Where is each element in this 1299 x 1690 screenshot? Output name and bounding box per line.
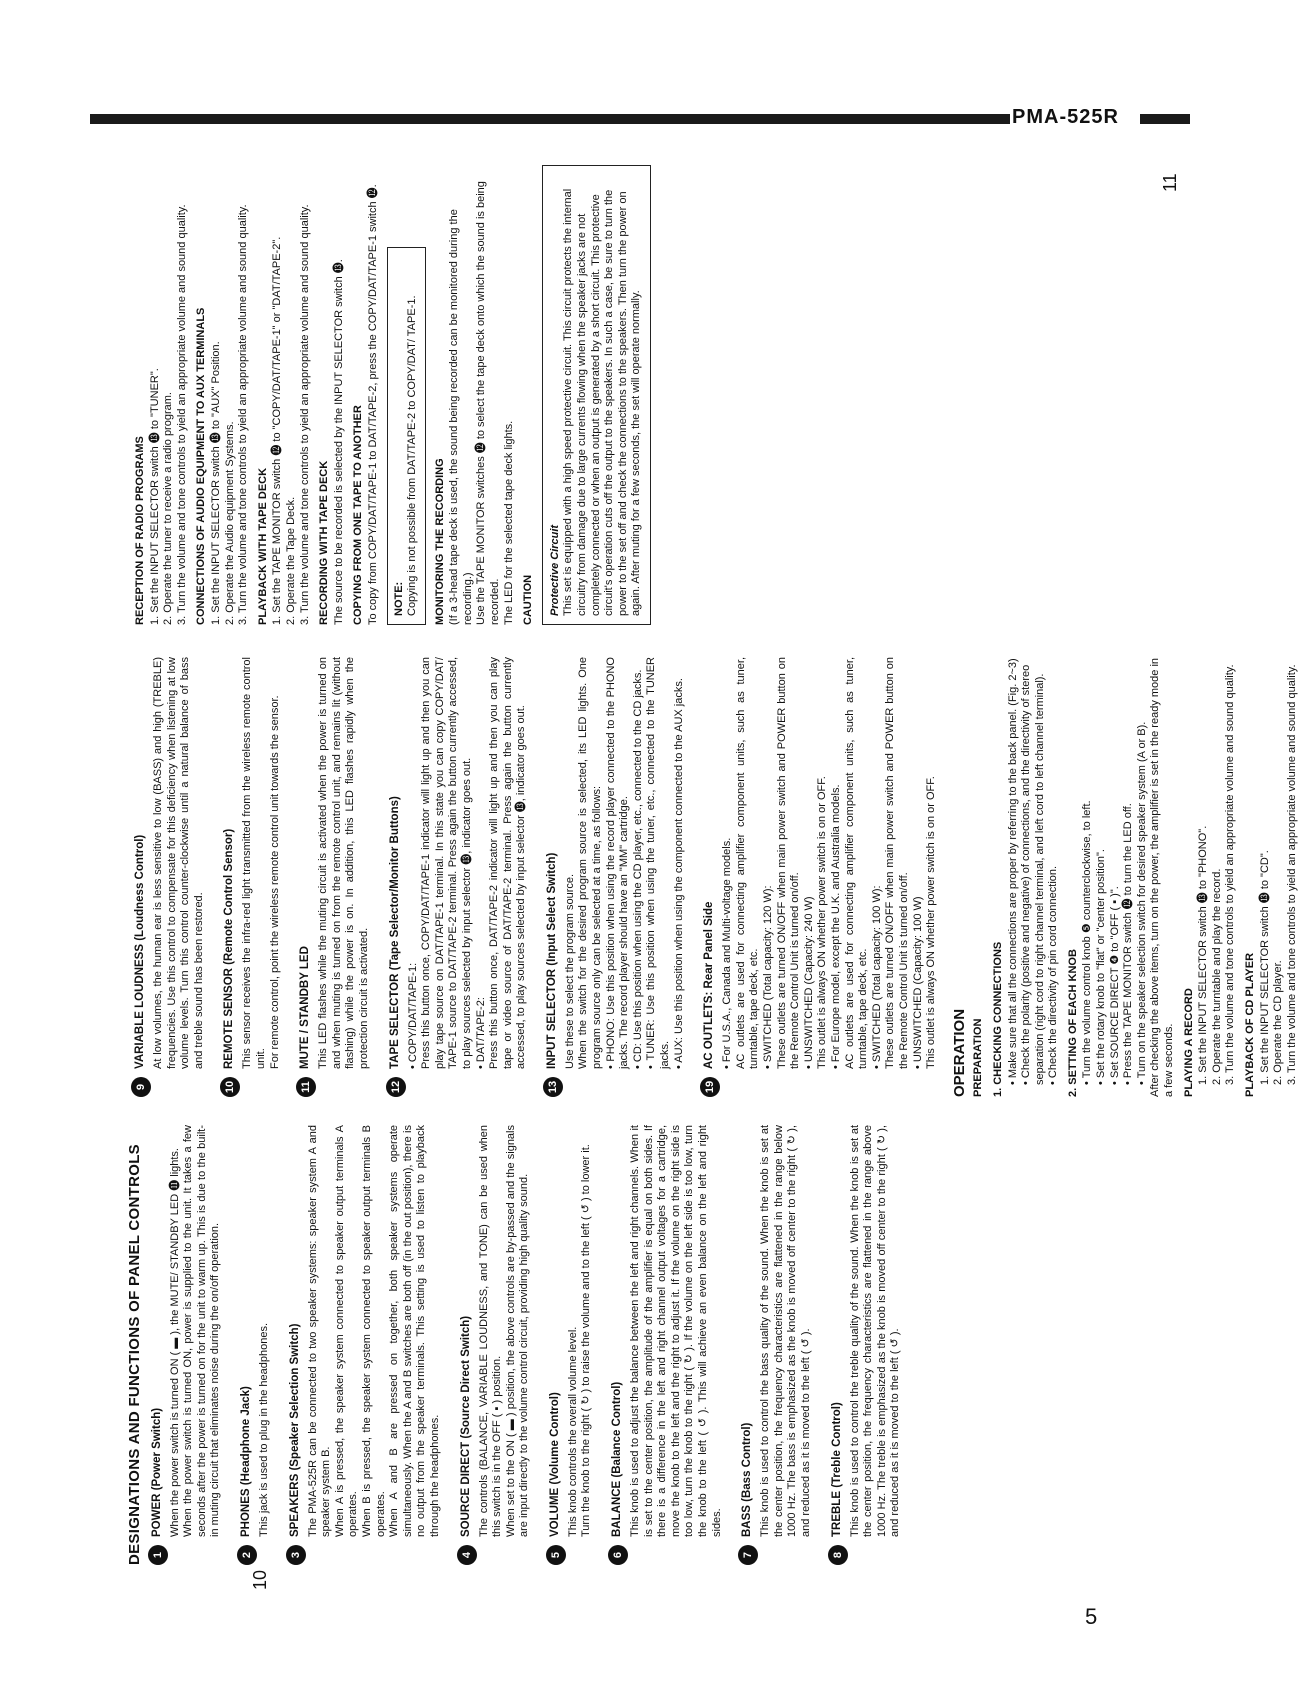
section-heading xyxy=(608,1125,628,1565)
section-paragraph: • For U.S.A., Canada and Multi-voltage models. xyxy=(721,837,734,1069)
section-title: REMOTE SENSOR (Remote Control Sensor) xyxy=(223,828,236,1069)
section-number-badge: 11 xyxy=(296,1077,316,1097)
checking-item: • Make sure that all the connections are proper by referring to the back panel. (Fig. 2~3) xyxy=(1006,658,1019,1085)
section-number-badge: 12 xyxy=(386,1077,406,1097)
section-body xyxy=(478,1125,532,1537)
section-title: PHONES (Headphone Jack) xyxy=(240,1386,253,1537)
procedure-item: 3. Turn the volume and tone controls to yield an appropriate volume and sound quality. xyxy=(175,204,188,625)
section-number-badge: 8 xyxy=(828,1545,848,1565)
section-title: MUTE / STANDBY LED xyxy=(299,946,312,1069)
control-section xyxy=(296,657,371,1097)
section-paragraph: AC outlets are used for connecting amplifier component units, such as tuner, turntable, tape deck, etc. xyxy=(843,657,870,1069)
procedure-item: 1. Set the TAPE MONITOR switch ⓬ to "COPY/DAT/TAPE-1" or "DAT/TAPE-2". xyxy=(271,236,284,625)
preparation-heading: PREPARATION xyxy=(972,1018,985,1097)
control-section xyxy=(738,1125,813,1565)
section-paragraph: Use these to select the program source. xyxy=(563,873,576,1069)
control-section xyxy=(386,657,529,1097)
header-rule-end xyxy=(1140,114,1190,124)
section-heading xyxy=(386,657,406,1097)
section-paragraph: This knob is used to control the treble quality of the sound. When the knob is set at the center position, the frequency characteristics are flattened in the range above 1000 Hz. The treble is emphasized as the knob is moved off center to the right ( ↻ ), and reduced as it is moved to the left ( ↺ ). xyxy=(848,1125,902,1537)
procedure-item: The source to be recorded is selected by the INPUT SELECTOR switch ⓭. xyxy=(332,259,345,625)
section-paragraph: At low volumes, the human ear is less sensitive to low (BASS) and high (TREBLE) frequencies. Use this control to compensate for this deficiency when listening at low volume levels. Turn this control counter-clockwise until a natural balance of bass and treble sound has been restored. xyxy=(152,657,205,1069)
section-heading xyxy=(457,1125,477,1565)
caution-heading: CAUTION xyxy=(522,574,535,625)
section-body xyxy=(258,1125,272,1537)
procedure-item: 1. Set the INPUT SELECTOR switch ⓭ to "AUX" Position. xyxy=(209,341,222,625)
playing-heading: PLAYING A RECORD xyxy=(1182,988,1195,1097)
section-paragraph: This LED flashes while the muting circuit is activated when the power is turned on and when muting is turned on from the remote control unit, and remains lit (without flashing) while the power is on. In addition, this LED flashes rapidly when the protection circuit is activated. xyxy=(317,657,370,1069)
playing-item: 1. Set the INPUT SELECTOR switch ⓭ to "PHONO". xyxy=(1197,825,1210,1085)
section-paragraph: When A is pressed, the speaker system connected to speaker output terminals A operates. xyxy=(333,1125,360,1537)
section-title: VOLUME (Volume Control) xyxy=(549,1392,562,1537)
control-section xyxy=(543,657,686,1097)
note-title: NOTE: xyxy=(392,581,405,616)
section-paragraph: • UNSWITCHED (Capacity: 240 W) xyxy=(802,896,815,1069)
monitor-heading: MONITORING THE RECORDING xyxy=(433,458,446,625)
column-2 xyxy=(128,657,1299,1097)
section-paragraph: This knob is used to control the bass quality of the sound. When the knob is set at the center position, the frequency characteristics are flattened in the range below 1000 Hz. The bass is emphasized as the knob is moved off center to the right ( ↻ ), and reduced as it is moved to the left ( ↺ ). xyxy=(759,1125,812,1537)
setting-item: • Set the rotary knob to "flat" or "center position". xyxy=(1095,849,1108,1085)
section-body xyxy=(169,1125,223,1537)
section-heading xyxy=(296,657,316,1097)
section-heading xyxy=(148,1125,168,1565)
section-paragraph: • CD: Use this position when using the CD player, etc., connected to the CD jacks. xyxy=(631,669,644,1069)
section-title: TREBLE (Treble Control) xyxy=(830,1402,843,1537)
section-heading xyxy=(220,657,240,1097)
section-number-badge: 2 xyxy=(237,1545,257,1565)
section-paragraph: • PHONO: Use this position when using the record player connected to the PHONO jacks. The record player should have an "MM" cartridge. xyxy=(604,657,631,1069)
section-title: BASS (Bass Control) xyxy=(741,1422,754,1537)
section-heading xyxy=(543,657,563,1097)
section-paragraph: This knob is used to adjust the balance between the left and right channels. When it is set to the center position, the amplitude of the amplifier is equal on both sides. If there is a difference in the left and right channel output voltages for a cartridge, move the knob to the left and the right to adjust it. If the volume on the right side is too low, turn the knob to the right ( ↻ ). If the volume on the left side is too low, turn the knob to the left ( ↺ ). This will achieve an even balance on the left and right sides. xyxy=(629,1125,723,1537)
section-paragraph: The controls (BALANCE, VARIABLE LOUDNESS, and TONE) can be used when this switch is in the OFF ( ▪ ) position. xyxy=(477,1125,504,1537)
section-number-badge: 3 xyxy=(286,1545,306,1565)
section-heading xyxy=(546,1125,566,1565)
section-number-badge: 13 xyxy=(543,1077,563,1097)
rotated-document xyxy=(126,165,1298,1565)
section-paragraph: When A and B are pressed on together, both speaker systems operate simultaneously. When the A and B switches are both off (in the out position), there is no output from the speaker terminals. This setting is used to listen to playback through the headphones. xyxy=(388,1125,441,1537)
section-paragraph: • SWITCHED (Total capacity: 120 W): xyxy=(762,885,774,1069)
section-heading xyxy=(738,1125,758,1565)
section-heading xyxy=(286,1125,306,1565)
section-number-badge: 19 xyxy=(700,1077,720,1097)
section-paragraph: These outlets are turned ON/OFF when main power switch and POWER button on the Remote Control Unit is turned on/off. xyxy=(884,657,910,1069)
section-paragraph: • UNSWITCHED (Capacity: 100 W) xyxy=(911,896,924,1069)
section-title: VARIABLE LOUDNESS (Loudness Control) xyxy=(134,834,147,1069)
cd-item: 2. Operate the CD player. xyxy=(1272,960,1285,1085)
control-section xyxy=(700,657,939,1097)
section-paragraph: When the power switch is turned ON, power is supplied to the unit. It takes a few seconds after the power is turned on for the unit to warm up. This is due to the built-in muting circuit that eliminates noise during the on/off operation. xyxy=(182,1125,222,1537)
procedure-item: 2. Operate the tuner to receive a radio program. xyxy=(162,392,175,625)
section-body xyxy=(407,657,529,1069)
section-paragraph: This outlet is always ON whether power switch is on or OFF. xyxy=(925,776,938,1069)
checking-heading: 1. CHECKING CONNECTIONS xyxy=(991,941,1004,1097)
section-number-badge: 1 xyxy=(148,1545,168,1565)
section-body xyxy=(564,657,686,1069)
section-number-badge: 4 xyxy=(457,1545,477,1565)
column-3 xyxy=(128,165,659,625)
control-section xyxy=(237,1125,272,1565)
section-paragraph: This jack is used to plug in the headphones. xyxy=(257,1322,270,1537)
setting-item: • Turn on the speaker selection switch for desired speaker system (A or B). xyxy=(1135,721,1148,1085)
section-paragraph: • SWITCHED (Total capacity: 100 W): xyxy=(870,885,883,1069)
section-title: TAPE SELECTOR (Tape Selector/Monitor Buttons) xyxy=(388,796,401,1069)
section-paragraph: When B is pressed, the speaker system connected to speaker output terminals B operates. xyxy=(360,1125,387,1537)
section-paragraph: • AUX: Use this position when using the component connected to the AUX jacks. xyxy=(672,678,685,1069)
section-title: SPEAKERS (Speaker Selection Switch) xyxy=(288,1323,301,1537)
cd-item: 1. Set the INPUT SELECTOR switch ⓭ to "CD". xyxy=(1258,850,1271,1085)
section-paragraph: Turn the knob to the right ( ↻ ) to raise the volume and to the left ( ↺ ) to lower it. xyxy=(580,1144,593,1537)
section-number-badge: 5 xyxy=(546,1545,566,1565)
control-section xyxy=(286,1125,443,1565)
control-section xyxy=(131,657,206,1097)
after-note: After checking the above items, turn on the power, the amplifier is set in the ready mode in a few seconds. xyxy=(1149,657,1176,1097)
section-paragraph: • For Europe model, except the U.K. and Australia models. xyxy=(829,784,842,1069)
section-paragraph: Press this button once, DAT/TAPE-2 indicator will light up and then you can play tape or video source of DAT/TAPE-2 terminal. Press again the button currently accessed, to play sources selected by input selector ⓭, indicator goes out. xyxy=(488,657,528,1069)
section-paragraph: • DAT/TAPE-2: xyxy=(474,997,487,1069)
control-section xyxy=(828,1125,903,1565)
cd-item: 3. Turn the volume and tone controls to yield an appropriate volume and sound quality. xyxy=(1285,664,1298,1085)
procedure-heading: PLAYBACK WITH TAPE DECK xyxy=(256,467,269,625)
section-paragraph: Press this button once, COPY/DAT/TAPE-1 indicator will light up and then you can play tape source on DAT/TAPE-1 terminal. In this state you can copy COPY/DAT/ TAPE-1 source to DAT/TAPE-2 terminal. Press again the button currently accessed, to play sources selected by input selector ⓭, indicator goes out. xyxy=(420,657,473,1069)
monitor-item: (If a 3-head tape deck is used, the sound being recorded can be monitored during the recording.) xyxy=(448,209,474,625)
setting-item: • Turn the volume control knob ❺ counterclockwise, to left. xyxy=(1081,800,1094,1085)
section-heading xyxy=(131,657,151,1097)
note-box xyxy=(387,247,426,625)
section-body xyxy=(759,1125,813,1537)
page-number: 5 xyxy=(1085,1604,1098,1629)
section-heading xyxy=(700,657,720,1097)
control-section xyxy=(457,1125,532,1565)
note-text: Copying is not possible from DAT/TAPE-2 to COPY/DAT/ TAPE-1. xyxy=(406,295,419,616)
procedure-item: 2. Operate the Audio equipment Systems. xyxy=(223,421,236,625)
monitor-item: The LED for the selected tape deck lights. xyxy=(502,420,515,625)
section-body xyxy=(849,1125,903,1537)
protective-text: This set is equipped with a high speed protective circuit. This circuit protects the internal circuitry from damage due to large currents flowing when the speaker jacks are not completely connected or when an output is generated by a short circuit. This protective circuit's operation cuts off the output to the speakers. In such a case, be sure to turn the power to the set off and check the connections to the speakers. Then turn the power on again. After muting for a few seconds, the set will operate normally. xyxy=(562,188,643,616)
section-number-badge: 9 xyxy=(131,1077,151,1097)
protective-title: Protective Circuit xyxy=(548,524,561,616)
procedure-item: 3. Turn the volume and tone controls to yield an appropriate volume and sound quality. xyxy=(237,204,250,625)
section-paragraph: For remote control, point the wireless remote control unit towards the sensor. xyxy=(268,695,281,1069)
procedure-item: 1. Set the INPUT SELECTOR switch ⓭ to "TUNER". xyxy=(148,368,161,625)
setting-item: • Set SOURCE DIRECT ❹ to "OFF ( ▪ )". xyxy=(1108,886,1121,1085)
section-body xyxy=(721,657,939,1069)
section-paragraph: This sensor receives the infra-red light transmitted from the wireless remote control unit. xyxy=(241,657,267,1069)
procedure-item: 3. Turn the volume and tone controls to yield an appropriate volume and sound quality. xyxy=(298,204,311,625)
cd-heading: PLAYBACK OF CD PLAYER xyxy=(1244,952,1256,1097)
protective-circuit-box xyxy=(542,165,651,625)
section-heading xyxy=(237,1125,257,1565)
column-1 xyxy=(128,1125,917,1565)
page-title: DESIGNATIONS AND FUNCTIONS OF PANEL CONTROLS xyxy=(126,1144,143,1565)
section-paragraph: When the switch for the desired program source is selected, its LED lights. One program source only can be selected at a time, as follows: xyxy=(577,657,604,1069)
header-rule xyxy=(90,114,1010,124)
section-body xyxy=(152,657,206,1069)
section-title: POWER (Power Switch) xyxy=(150,1407,163,1537)
folio-right: 11 xyxy=(1160,173,1180,192)
procedure-heading: COPYING FROM ONE TAPE TO ANOTHER xyxy=(352,405,365,625)
section-title: INPUT SELECTOR (Input Select Switch) xyxy=(546,852,559,1069)
model-name: PMA-525R xyxy=(1012,106,1119,128)
procedure-item: 2. Operate the Tape Deck. xyxy=(284,496,297,625)
playing-item: 2. Operate the turntable and play the record. xyxy=(1210,868,1223,1085)
checking-item: • Check the directivity of pin cord connection. xyxy=(1047,865,1060,1085)
section-title: SOURCE DIRECT (Source Direct Switch) xyxy=(459,1315,472,1537)
section-paragraph: AC outlets are used for connecting amplifier component units, such as tuner, turntable, tape deck, etc. xyxy=(734,657,761,1069)
section-body xyxy=(317,657,371,1069)
section-paragraph: This knob controls the overall volume level. xyxy=(566,1326,579,1537)
section-body xyxy=(307,1125,443,1537)
section-paragraph: When the power switch is turned ON ( ▬ ), the MUTE/ STANDBY LED ⓫ lights. xyxy=(168,1148,181,1537)
procedure-heading: RECEPTION OF RADIO PROGRAMS xyxy=(134,436,146,625)
folio-left: 10 xyxy=(250,1569,270,1590)
procedure-heading: RECORDING WITH TAPE DECK xyxy=(318,460,331,625)
playing-item: 3. Turn the volume and tone controls to yield an appropriate volume and sound quality. xyxy=(1224,664,1237,1085)
section-number-badge: 10 xyxy=(220,1077,240,1097)
checking-item: • Check the polarity (positive and negative) of connections, and the directivity of stereo separation (right cord to right channel terminal, and left cord to left channel terminal). xyxy=(1020,664,1046,1085)
section-number-badge: 7 xyxy=(738,1545,758,1565)
section-body xyxy=(567,1125,594,1537)
section-paragraph: • TUNER: Use this position when using the tuner, etc., connected to the TUNER jacks. xyxy=(645,657,672,1069)
section-body xyxy=(629,1125,724,1537)
control-section xyxy=(608,1125,724,1565)
section-paragraph: This outlet is always ON whether power switch is on or OFF. xyxy=(816,776,829,1069)
header-bar xyxy=(0,106,1198,128)
setting-item: • Press the TAPE MONITOR switch ⓬ to turn the LED off. xyxy=(1122,803,1135,1085)
control-section xyxy=(148,1125,223,1565)
procedure-item: To copy from COPY/DAT/TAPE-1 to DAT/TAPE-2, press the COPY/DAT/TAPE-1 switch ⓬. xyxy=(366,184,379,625)
section-heading xyxy=(828,1125,848,1565)
operation-title: OPERATION xyxy=(950,1008,968,1097)
section-body xyxy=(241,657,282,1069)
section-title: AC OUTLETS: Rear Panel Side xyxy=(703,901,716,1069)
section-paragraph: These outlets are turned ON/OFF when main power switch and POWER button on the Remote Control Unit is turned on/off. xyxy=(775,657,802,1069)
section-paragraph: The PMA-525R can be connected to two speaker systems: speaker system A and speaker system B. xyxy=(306,1125,333,1537)
control-section xyxy=(546,1125,594,1565)
control-section xyxy=(220,657,282,1097)
section-number-badge: 6 xyxy=(608,1545,628,1565)
monitor-item: Use the TAPE MONITOR switches ⓬ to select the tape deck onto which the sound is being recorded. xyxy=(475,181,502,625)
setting-heading: 2. SETTING OF EACH KNOB xyxy=(1066,949,1079,1097)
procedure-heading: CONNECTIONS OF AUDIO EQUIPMENT TO AUX TERMINALS xyxy=(195,307,208,625)
section-paragraph: • COPY/DAT/TAPE-1: xyxy=(406,962,419,1069)
section-paragraph: When set to the ON ( ▬ ) position, the above controls are by-passed and the signals are input directly to the volume control circuit, providing high quality sound. xyxy=(504,1125,531,1537)
section-title: BALANCE (Balance Control) xyxy=(611,1381,624,1537)
